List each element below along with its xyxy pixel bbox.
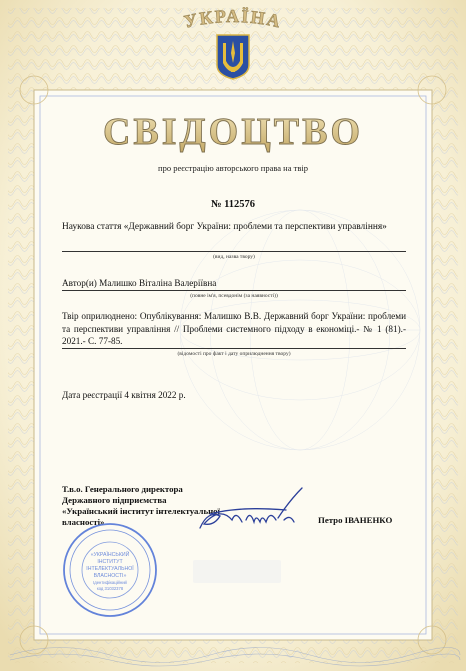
work-title-rule xyxy=(62,251,406,252)
publication-rule xyxy=(62,348,406,349)
signatory-position: Т.в.о. Генерального директора Державного підприємства «Український інститут інтелектуальної власності» xyxy=(62,484,221,527)
svg-text:УКРАЇНА xyxy=(182,6,284,32)
publication-caption: (відомості про факт і дату оприлюднення твору) xyxy=(177,351,291,357)
svg-text:ВЛАСНОСТІ»: ВЛАСНОСТІ» xyxy=(93,573,127,579)
svg-text:ІНТЕЛЕКТУАЛЬНОЇ: ІНТЕЛЕКТУАЛЬНОЇ xyxy=(86,566,134,572)
official-stamp xyxy=(60,520,160,620)
svg-text:код 31032378: код 31032378 xyxy=(96,586,124,591)
svg-text:Ідентифікаційний: Ідентифікаційний xyxy=(93,580,127,585)
author-rule xyxy=(62,290,406,291)
certificate-title-text: СВІДОЦТВО xyxy=(102,111,364,153)
certificate-number: № 112576 xyxy=(210,199,256,210)
author-line: Автор(и) Малишко Віталіна Валеріївна xyxy=(62,278,217,288)
author-caption: (повне ім'я, псевдонім (за наявності)) xyxy=(190,293,278,299)
certificate-subtitle: про реєстрацію авторського права на твір xyxy=(158,163,308,173)
svg-text:ІНСТИТУТ: ІНСТИТУТ xyxy=(97,559,123,565)
work-title-caption: (вид, назва твору) xyxy=(213,254,255,260)
signatory-name: Петро ІВАНЕНКО xyxy=(318,515,393,525)
country-header-text: УКРАЇНА xyxy=(182,5,284,32)
certificate-title xyxy=(0,106,466,156)
svg-text:«УКРАЇНСЬКИЙ: «УКРАЇНСЬКИЙ xyxy=(90,552,130,558)
registration-date: Дата реєстрації 4 квітня 2022 р. xyxy=(62,390,186,400)
trident-emblem-icon xyxy=(215,33,251,81)
redacted-area xyxy=(193,560,281,583)
work-title: Наукова стаття «Державний борг України: проблеми та перспективи управління» xyxy=(62,222,387,232)
handwritten-signature xyxy=(190,480,320,540)
publication-info: Твір оприлюднено: Опублікування: Малишко В.В. Державний борг України: проблеми та перспективи управління // Проблеми системного підходу в економіці.- № 1 (81).- 2021.- С. 77-85. xyxy=(62,311,406,346)
